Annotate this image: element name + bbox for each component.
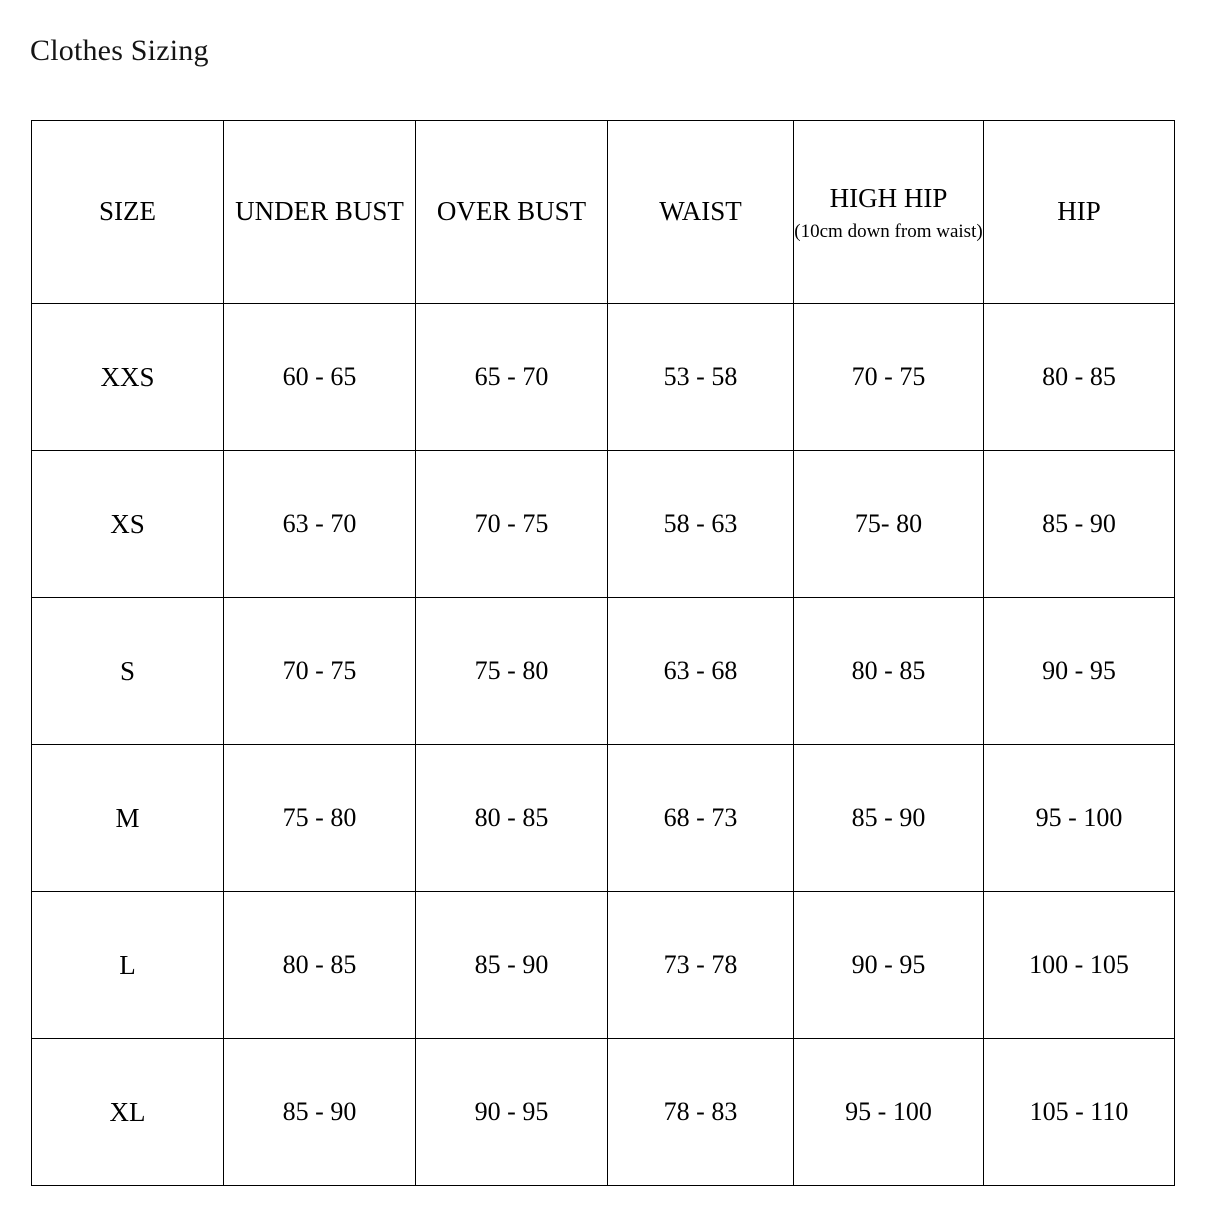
table-body xyxy=(32,304,1175,1186)
cell-waist: 53 - 58 xyxy=(608,304,794,451)
column-header-waist xyxy=(608,121,794,304)
cell-over-bust: 80 - 85 xyxy=(416,745,608,892)
column-header-hip-label: HIP xyxy=(1057,196,1101,227)
clothes-sizing-table xyxy=(31,120,1175,1186)
cell-high-hip: 75- 80 xyxy=(794,451,984,598)
table-header xyxy=(32,121,1175,304)
column-header-high-hip xyxy=(794,121,984,304)
cell-waist: 78 - 83 xyxy=(608,1039,794,1186)
table-row xyxy=(32,304,1175,451)
cell-high-hip: 90 - 95 xyxy=(794,892,984,1039)
cell-hip: 100 - 105 xyxy=(984,892,1175,1039)
column-header-size xyxy=(32,121,224,304)
cell-waist: 68 - 73 xyxy=(608,745,794,892)
cell-high-hip: 80 - 85 xyxy=(794,598,984,745)
cell-size: XL xyxy=(32,1039,224,1186)
cell-size: M xyxy=(32,745,224,892)
column-header-hip xyxy=(984,121,1175,304)
table-header-row xyxy=(32,121,1175,304)
table-row xyxy=(32,745,1175,892)
table-row xyxy=(32,892,1175,1039)
column-header-waist-label: WAIST xyxy=(659,196,742,227)
cell-size: XXS xyxy=(32,304,224,451)
cell-over-bust: 70 - 75 xyxy=(416,451,608,598)
cell-hip: 90 - 95 xyxy=(984,598,1175,745)
cell-under-bust: 60 - 65 xyxy=(224,304,416,451)
column-header-high-hip-note: (10cm down from waist) xyxy=(794,220,983,242)
cell-under-bust: 75 - 80 xyxy=(224,745,416,892)
cell-high-hip: 70 - 75 xyxy=(794,304,984,451)
cell-waist: 58 - 63 xyxy=(608,451,794,598)
page-title: Clothes Sizing xyxy=(30,34,209,67)
table-row xyxy=(32,451,1175,598)
cell-over-bust: 65 - 70 xyxy=(416,304,608,451)
sizing-table-container xyxy=(31,120,1174,1186)
cell-hip: 80 - 85 xyxy=(984,304,1175,451)
cell-hip: 95 - 100 xyxy=(984,745,1175,892)
cell-high-hip: 95 - 100 xyxy=(794,1039,984,1186)
cell-hip: 105 - 110 xyxy=(984,1039,1175,1186)
column-header-high-hip-label: HIGH HIP xyxy=(829,182,948,213)
cell-high-hip: 85 - 90 xyxy=(794,745,984,892)
column-header-over-bust-label: OVER BUST xyxy=(436,196,587,227)
column-header-over-bust xyxy=(416,121,608,304)
column-header-under-bust xyxy=(224,121,416,304)
cell-under-bust: 80 - 85 xyxy=(224,892,416,1039)
cell-under-bust: 85 - 90 xyxy=(224,1039,416,1186)
cell-size: L xyxy=(32,892,224,1039)
cell-waist: 63 - 68 xyxy=(608,598,794,745)
cell-over-bust: 85 - 90 xyxy=(416,892,608,1039)
cell-size: XS xyxy=(32,451,224,598)
cell-hip: 85 - 90 xyxy=(984,451,1175,598)
cell-under-bust: 63 - 70 xyxy=(224,451,416,598)
table-row xyxy=(32,1039,1175,1186)
cell-waist: 73 - 78 xyxy=(608,892,794,1039)
cell-over-bust: 90 - 95 xyxy=(416,1039,608,1186)
cell-under-bust: 70 - 75 xyxy=(224,598,416,745)
table-row xyxy=(32,598,1175,745)
column-header-size-label: SIZE xyxy=(99,196,156,227)
cell-size: S xyxy=(32,598,224,745)
cell-over-bust: 75 - 80 xyxy=(416,598,608,745)
column-header-under-bust-label: UNDER BUST xyxy=(235,196,404,227)
